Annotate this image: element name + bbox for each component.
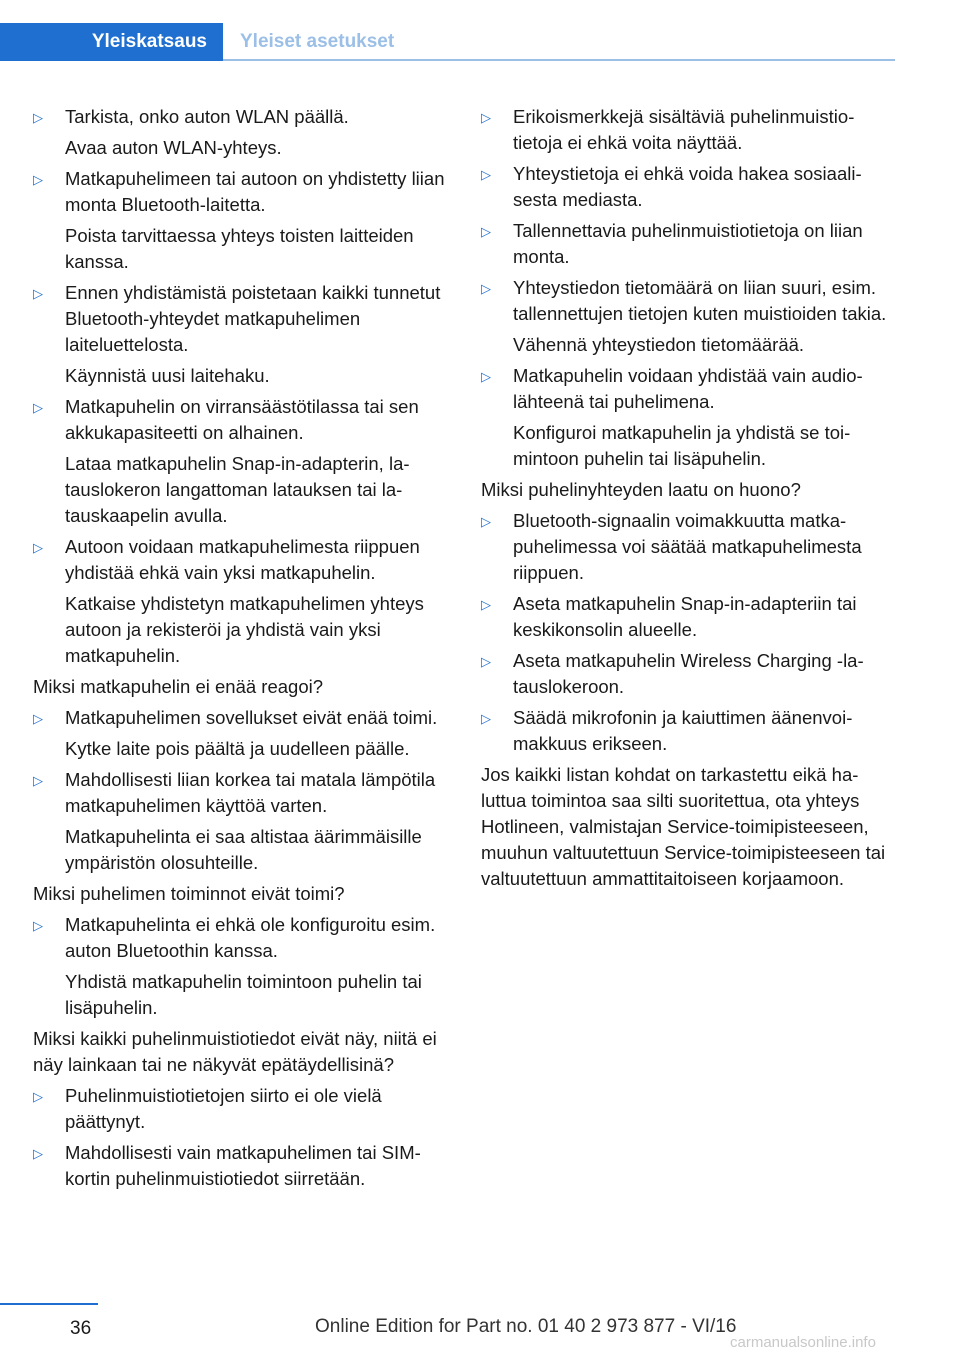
item-text: Autoon voidaan matkapuhelimesta riippuen yhdistää ehkä vain yksi matkapuhelin. [65, 536, 420, 583]
list-item [33, 534, 448, 669]
item-text: Tarkista, onko auton WLAN päällä. [65, 106, 349, 127]
watermark: carmanualsonline.info [730, 1334, 876, 1351]
item-instruction: Katkaise yhdistetyn matkapuhelimen yhteys autoon ja rekisteröi ja yhdistä vain yksi matkapuhelin. [65, 593, 424, 666]
triangle-bullet-icon: ▷ [33, 172, 43, 187]
triangle-bullet-icon: ▷ [33, 1146, 43, 1161]
item-text: Yhteystietoja ei ehkä voida hakea sosiaalisesta mediasta. [513, 163, 862, 210]
triangle-bullet-icon: ▷ [481, 711, 491, 726]
item-text: Tallennettavia puhelinmuistiotietoja on liian monta. [513, 220, 863, 267]
list-item [33, 166, 448, 275]
list-item [33, 767, 448, 876]
item-text: Matkapuhelin voidaan yhdistää vain audiolähteenä tai puhelimena. [513, 365, 863, 412]
item-text: Matkapuhelimen sovellukset eivät enää toimi. [65, 707, 438, 728]
question-heading: Miksi puhelinyhteyden laatu on huono? [481, 479, 801, 500]
triangle-bullet-icon: ▷ [481, 514, 491, 529]
item-text: Matkapuhelin on virransäästötilassa tai sen akkukapasiteetti on alhainen. [65, 396, 419, 443]
item-instruction: Yhdistä matkapuhelin toimintoon puhelin tai lisäpuhelin. [65, 971, 422, 1018]
list-item [481, 508, 897, 586]
question-heading: Miksi puhelimen toiminnot eivät toimi? [33, 883, 345, 904]
list-item [481, 275, 897, 358]
item-instruction: Avaa auton WLAN-yhteys. [65, 137, 282, 158]
triangle-bullet-icon: ▷ [33, 773, 43, 788]
triangle-bullet-icon: ▷ [481, 110, 491, 125]
item-text: Matkapuhelimeen tai autoon on yhdistetty liian monta Bluetooth-laitetta. [65, 168, 445, 215]
closing-paragraph: Jos kaikki listan kohdat on tarkastettu eikä haluttua toimintoa saa silti suoritettua, ota yhteys Hotlineen, valmistajan Service-toimipisteeseen, muuhun valtuutettuun Service-toimipisteeseen tai valtuutettuun ammattitaitoiseen korjaamoon. [481, 764, 886, 889]
list-item [33, 280, 448, 389]
triangle-bullet-icon: ▷ [33, 286, 43, 301]
item-instruction: Poista tarvittaessa yhteys toisten laitteiden kanssa. [65, 225, 414, 272]
triangle-bullet-icon: ▷ [33, 918, 43, 933]
triangle-bullet-icon: ▷ [481, 167, 491, 182]
item-text: Aseta matkapuhelin Snap-in-adapteriin tai keskikonsolin alueelle. [513, 593, 857, 640]
triangle-bullet-icon: ▷ [33, 540, 43, 555]
item-text: Ennen yhdistämistä poistetaan kaikki tunnetut Bluetooth-yhteydet matkapuhelimen laiteluettelosta. [65, 282, 441, 355]
item-text: Yhteystiedon tietomäärä on liian suuri, esim. tallennettujen tietojen kuten muistioiden takia. [513, 277, 887, 324]
triangle-bullet-icon: ▷ [33, 1089, 43, 1104]
left-column [33, 104, 448, 1192]
subsection-label: Yleiset asetukset [240, 31, 395, 52]
question-heading: Miksi matkapuhelin ei enää reagoi? [33, 676, 324, 697]
item-text: Säädä mikrofonin ja kaiuttimen äänenvoimakkuus erikseen. [513, 707, 853, 754]
item-instruction: Käynnistä uusi laitehaku. [65, 365, 270, 386]
list-item [481, 648, 897, 700]
list-item [33, 104, 448, 161]
subsection-tab[interactable] [240, 23, 394, 61]
list-item [481, 161, 897, 213]
right-column [481, 104, 897, 892]
item-instruction: Lataa matkapuhelin Snap-in-adapterin, latauslokeron langattoman latauksen tai latauskaapelin avulla. [65, 453, 410, 526]
header-tabbar [0, 23, 895, 61]
item-instruction: Vähennä yhteystiedon tietomäärää. [513, 334, 805, 355]
list-item [481, 363, 897, 472]
triangle-bullet-icon: ▷ [481, 281, 491, 296]
footer-rule [0, 1303, 98, 1305]
edition-note: Online Edition for Part no. 01 40 2 973 877 - VI/16 [315, 1316, 737, 1337]
item-text: Bluetooth-signaalin voimakkuutta matkapuhelimessa voi säätää matkapuhelimesta riippuen. [513, 510, 862, 583]
item-instruction: Konfiguroi matkapuhelin ja yhdistä se toimintoon puhelin tai lisäpuhelin. [513, 422, 851, 469]
header-rule [223, 59, 895, 61]
item-text: Mahdollisesti vain matkapuhelimen tai SIM-kortin puhelinmuistiotiedot siirretään. [65, 1142, 421, 1189]
triangle-bullet-icon: ▷ [33, 711, 43, 726]
item-text: Erikoismerkkejä sisältäviä puhelinmuistiotietoja ei ehkä voita näyttää. [513, 106, 855, 153]
list-item [481, 591, 897, 643]
list-item [33, 705, 448, 762]
list-item [481, 218, 897, 270]
page-number: 36 [70, 1318, 92, 1339]
list-item [481, 104, 897, 156]
triangle-bullet-icon: ▷ [481, 224, 491, 239]
question-heading: Miksi kaikki puhelinmuistiotiedot eivät näy, niitä ei näy lainkaan tai ne näkyvät epätäydellisinä? [33, 1028, 437, 1075]
triangle-bullet-icon: ▷ [481, 597, 491, 612]
item-text: Aseta matkapuhelin Wireless Charging -latauslokeroon. [513, 650, 864, 697]
section-tab[interactable] [0, 23, 223, 61]
item-text: Puhelinmuistiotietojen siirto ei ole vielä päättynyt. [65, 1085, 382, 1132]
section-label: Yleiskatsaus [91, 31, 207, 52]
item-text: Matkapuhelinta ei ehkä ole konfiguroitu esim. auton Bluetoothin kanssa. [65, 914, 436, 961]
list-item [33, 1140, 448, 1192]
triangle-bullet-icon: ▷ [33, 110, 43, 125]
triangle-bullet-icon: ▷ [33, 400, 43, 415]
list-item [481, 705, 897, 757]
item-instruction: Kytke laite pois päältä ja uudelleen päälle. [65, 738, 410, 759]
triangle-bullet-icon: ▷ [481, 654, 491, 669]
triangle-bullet-icon: ▷ [481, 369, 491, 384]
item-instruction: Matkapuhelinta ei saa altistaa äärimmäisille ympäristön olosuhteille. [65, 826, 422, 873]
list-item [33, 394, 448, 529]
list-item [33, 1083, 448, 1135]
item-text: Mahdollisesti liian korkea tai matala lämpötila matkapuhelimen käyttöä varten. [65, 769, 436, 816]
list-item [33, 912, 448, 1021]
